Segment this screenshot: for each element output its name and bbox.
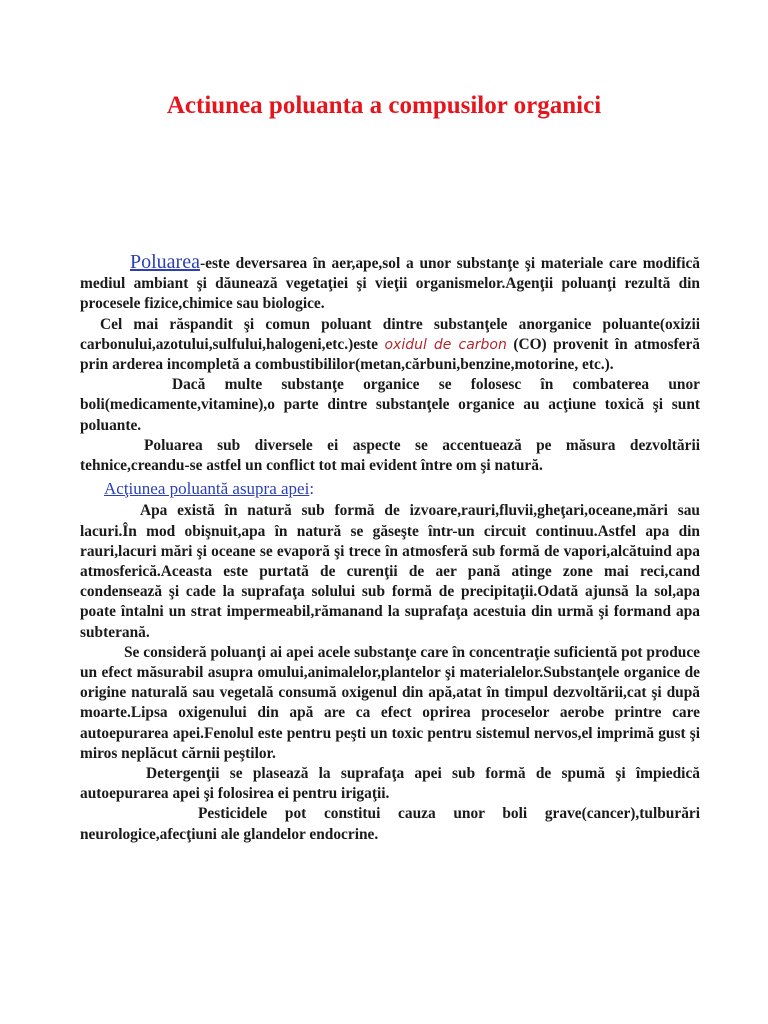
paragraph-poluanti-apei [80, 643, 700, 764]
paragraph-dezvoltare-tehnica: Poluarea sub diversele ei aspecte se accentuează pe măsura dezvoltării tehnice,creandu-se astfel un conflict tot mai evident între om şi natură. [80, 436, 700, 475]
paragraph-oxid-text-before: Cel mai răspandit şi comun poluant dintre substanţele anorganice poluante(oxizii carbonului,azotului,sulfului,halogeni,etc.)este [80, 315, 700, 353]
paragraph-pesticide: Pesticidele pot constitui cauza unor boli grave(cancer),tulburări neurologice,afecţiuni ale glandelor endocrine. [80, 805, 700, 843]
paragraph-poluarea [80, 252, 700, 315]
paragraph-poluanti-text-before: Se consideră [124, 643, 211, 661]
paragraph-oxid-text-after: (CO) provenit în atmosferă prin arderea incompletă a combustibililor(metan,cărbuni,benzine,motorine, etc.). [80, 335, 700, 374]
section-heading-text: Acţiunea poluantă asupra apei [104, 479, 310, 499]
section-heading-colon: : [309, 479, 315, 499]
oxid-de-carbon-term: oxidul de carbon [384, 336, 507, 353]
document-title: Actiunea poluanta a compusilor organici [166, 92, 602, 119]
poluarea-term: Poluarea [130, 251, 200, 273]
paragraph-oxid-de-carbon [80, 315, 700, 376]
paragraph-substante-organice: Dacă multe substanţe organice se folosesc în combaterea unor boli(medicamente,vitamine),o parte dintre substanţele organice au acţiune toxică şi sunt poluante. [80, 376, 700, 434]
paragraph-poluarea-text: -este deversarea în aer,ape,sol a unor substanţe şi materiale care modifică mediul ambiant şi dăunează vegetaţiei şi vieţii organismelor.Agenţii poluanţi rezultă din procesele fizice,chimice sau biologice. [80, 255, 700, 313]
paragraph-apa-in-natura: Apa există în natură sub formă de izvoare,rauri,fluvii,gheţari,oceane,mări sau lacuri.În mod obişnuit,apa în natură se găseşte într-un circuit continuu.Astfel apa din rauri,lacuri mări şi oceane se evaporă şi trece în atmosferă sub formă de vapori,alcătuind apa atmosferică.Aceasta este purtată de curenţii de aer pană atinge zone mai reci,cand condensează şi cade la suprafaţa solului sub formă de precipitaţii.Odată ajunsă la sol,apa poate întalni un strat impermeabil,rămanand la suprafaţa acestuia din urmă şi formand apa subterană. [80, 502, 700, 641]
document-body [80, 252, 700, 845]
paragraph-detergenti: Detergenţii se plasează la suprafaţa apei sub formă de spumă şi împiedică autoepurarea apei şi folosirea ei pentru irigaţii. [80, 765, 700, 803]
section-heading-apa [104, 479, 700, 499]
paragraph-poluanti-text-after: acele substanţe care în concentraţie suficientă pot produce un efect măsurabil asupra omului,animalelor,plantelor şi materialelor.Substanţele organice de origine naturală sau vegetală consumă oxigenul din apă,atat în timpul dezvoltării,cat şi după moarte.Lipsa oxigenului din apă are ca efect oprirea proceselor aerobe printre care autoepurarea apei.Fenolul este pentru peşti un toxic pentru sistemul nervos,el imprimă gust şi miros neplăcut cărnii peştilor. [80, 643, 701, 762]
poluanti-apei-term: poluanţi ai apei [210, 643, 314, 661]
